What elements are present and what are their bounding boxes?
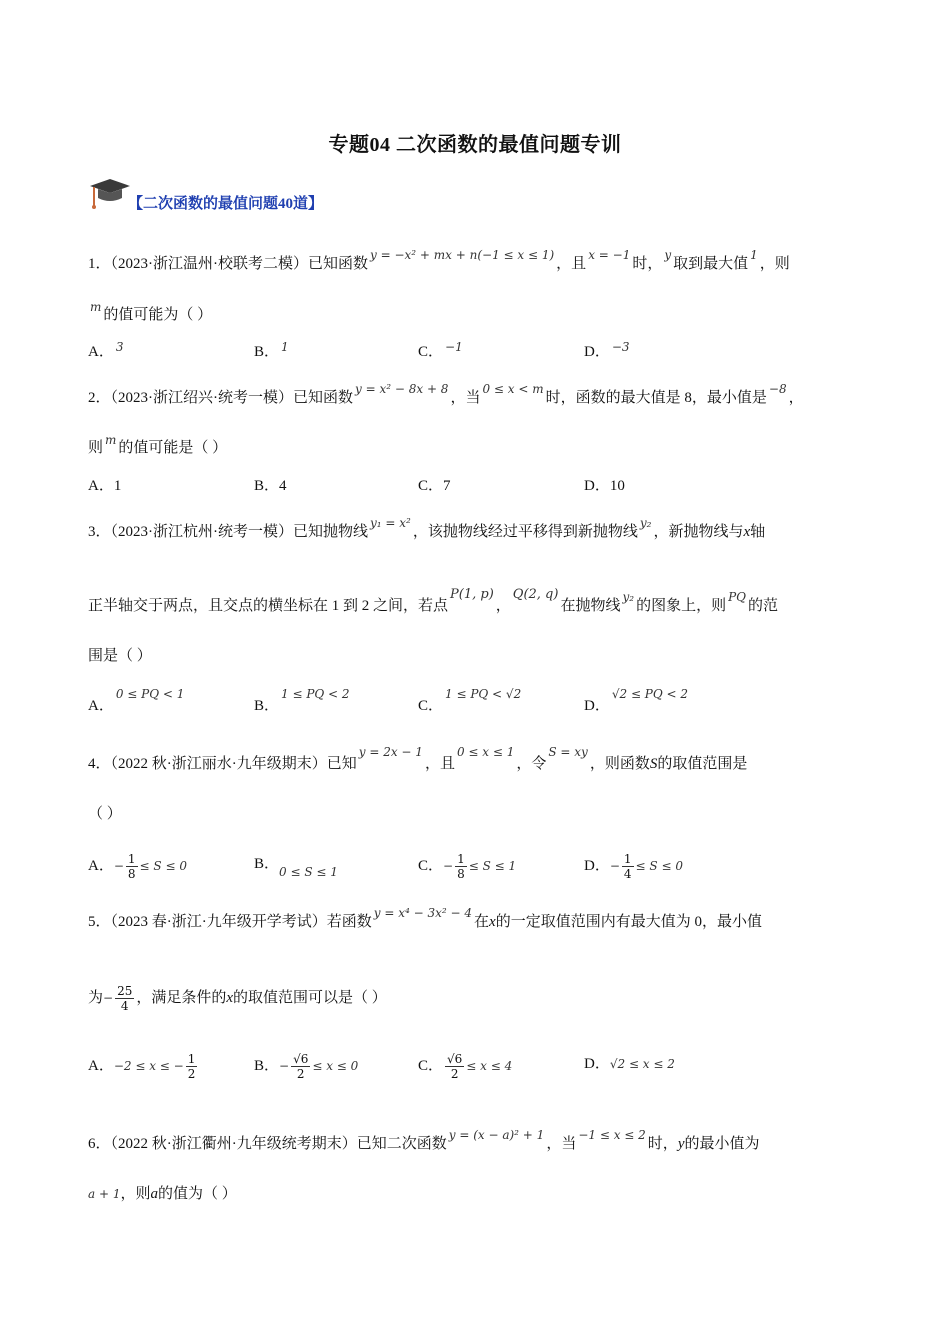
option-b [254, 1052, 358, 1081]
question-6-line-1 [88, 1128, 760, 1154]
text: 围是（ ） [88, 648, 152, 664]
text: 的值可能为（ ） [103, 307, 213, 323]
text: 为 [88, 990, 104, 1006]
math: −1 ≤ x ≤ 2 [578, 1128, 646, 1142]
option-value: 10 [609, 478, 625, 494]
option-d [584, 1052, 675, 1073]
question-3-source: 3．（2023·浙江杭州·统考一模）已知抛物线 [88, 524, 368, 540]
numerator: √6 [447, 1052, 463, 1066]
option-c [418, 340, 463, 361]
text: ，则 [120, 1186, 151, 1202]
math: ≤ x ≤ 4 [466, 1058, 513, 1073]
option-b [254, 852, 338, 879]
fraction [115, 984, 134, 1013]
question-1-function: y = −x² + mx + n(−1 ≤ x ≤ 1) [370, 248, 555, 262]
option-label: C． [418, 344, 444, 360]
option-label: A． [88, 344, 114, 360]
option-label: D． [584, 1056, 610, 1072]
math: x [743, 524, 751, 540]
text: 的一定取值范围内有最大值为 0，最小值 [495, 914, 762, 930]
option-value: 1 ≤ PQ < 2 [281, 687, 350, 701]
denominator: 4 [120, 999, 129, 1014]
section-heading: 【二次函数的最值问题40道】 [128, 196, 324, 212]
text: ，则函数 [589, 756, 650, 772]
fraction [126, 852, 138, 881]
option-b [254, 340, 289, 361]
option-a [88, 852, 187, 881]
math: y [664, 248, 672, 262]
question-2-function: y = x² − 8x + 8 [355, 382, 449, 396]
text: ，当 [546, 1136, 577, 1152]
option-label: B． [254, 1057, 280, 1074]
fraction [186, 1052, 198, 1081]
numerator: 1 [623, 852, 632, 866]
math: ≤ S ≤ 0 [139, 858, 187, 873]
option-label: A． [88, 857, 114, 874]
option-label: D． [584, 478, 610, 494]
math: P(1, p) [450, 587, 494, 602]
text: 取到最大值 [673, 256, 749, 272]
option-value: 7 [443, 478, 451, 494]
option-a [88, 474, 121, 495]
math: ≤ S ≤ 1 [468, 858, 517, 873]
math: −8 [768, 382, 787, 396]
text: 的范 [748, 598, 779, 614]
text: ，新抛物线与 [653, 524, 744, 540]
math: a + 1 [88, 1187, 121, 1201]
option-d [584, 340, 630, 361]
text: 轴 [750, 524, 766, 540]
math: PQ [728, 590, 746, 604]
option-c [418, 474, 451, 495]
question-2-source: 2．（2023·浙江绍兴·统考一模）已知函数 [88, 390, 353, 406]
math: − [103, 991, 114, 1005]
text: ，满足条件的 [136, 990, 227, 1006]
math: m [90, 300, 102, 314]
text: ，令 [516, 756, 547, 772]
text: ，当 [450, 390, 481, 406]
text: 时， [632, 256, 663, 272]
question-2-line-2 [88, 433, 228, 458]
math: √2 ≤ x ≤ 2 [609, 1057, 675, 1071]
text: 的图象上，则 [636, 598, 727, 614]
option-label: A． [88, 698, 114, 714]
numerator: 25 [117, 984, 133, 999]
option-b [254, 474, 287, 495]
text: 在抛物线 [560, 598, 621, 614]
text: ，该抛物线经过平移得到新抛物线 [412, 524, 638, 540]
option-value: 0 ≤ PQ < 1 [115, 687, 185, 701]
math: − [443, 858, 454, 873]
math: S [649, 756, 658, 772]
math: x = −1 [588, 248, 631, 262]
math: a [150, 1186, 158, 1202]
text: 则 [88, 440, 104, 456]
option-label: A． [88, 478, 114, 494]
question-1-source: 1．（2023·浙江温州·校联考二模）已知函数 [88, 256, 368, 272]
text: 的值可能是（ ） [118, 440, 228, 456]
text: ， [788, 390, 804, 406]
denominator: 8 [127, 867, 136, 881]
text: 的取值范围可以是（ ） [233, 990, 387, 1006]
question-5-source: 5．（2023 春·浙江·九年级开学考试）若函数 [88, 914, 372, 930]
math: ≤ S ≤ 0 [635, 858, 683, 873]
option-c [418, 852, 516, 881]
option-label: C． [418, 1057, 444, 1074]
question-6-source: 6．（2022 秋·浙江衢州·九年级统考期末）已知二次函数 [88, 1136, 447, 1152]
option-value: −1 [445, 340, 463, 354]
option-label: C． [418, 698, 444, 714]
fraction [445, 1052, 464, 1081]
math: x [489, 914, 496, 930]
math: S = xy [548, 745, 588, 759]
numerator: 1 [127, 852, 136, 866]
question-4-function: y = 2x − 1 [358, 745, 423, 759]
page-title: 专题04 二次函数的最值问题专训 [328, 134, 622, 156]
option-d [584, 474, 625, 495]
question-3-line-1 [88, 516, 766, 542]
option-c [418, 1052, 512, 1081]
denominator: 2 [296, 1067, 305, 1081]
text: 的最小值为 [684, 1136, 760, 1152]
math: y [677, 1136, 685, 1152]
math: 0 ≤ x < m [482, 382, 544, 396]
option-label: D． [584, 857, 610, 874]
option-value: 1 ≤ PQ < √2 [445, 687, 522, 701]
question-3-line-3 [88, 646, 152, 666]
question-6-function: y = (x − a)² + 1 [448, 1128, 545, 1142]
math: 1 [750, 248, 758, 262]
text: 的值为（ ） [158, 1186, 237, 1202]
math: y₂ [639, 516, 652, 530]
denominator: 2 [450, 1067, 459, 1081]
math: m [105, 433, 117, 447]
option-a [88, 1052, 199, 1081]
math: Q(2, q) [512, 587, 559, 602]
text: 时， [647, 1136, 678, 1152]
question-5-line-2 [88, 980, 387, 1016]
question-3-line-2 [88, 587, 779, 617]
numerator: 1 [187, 1052, 196, 1066]
question-1-line-2 [88, 300, 213, 325]
option-label: B． [254, 344, 280, 360]
denominator: 2 [187, 1067, 196, 1081]
math: 0 ≤ S ≤ 1 [279, 865, 338, 879]
question-2-line-1 [88, 382, 804, 408]
question-1-line-1 [88, 248, 790, 274]
option-label: D． [584, 698, 610, 714]
option-label: C． [418, 857, 444, 874]
fraction [622, 852, 634, 881]
text: ， [495, 598, 511, 614]
text: 在 [474, 914, 490, 930]
text: ，且 [424, 756, 455, 772]
text: ，且 [556, 256, 587, 272]
option-label: B． [254, 698, 280, 714]
option-value: 1 [113, 478, 122, 494]
question-4-line-2 [88, 804, 122, 824]
text: ，则 [759, 256, 790, 272]
fraction [291, 1052, 310, 1081]
math: −2 ≤ x ≤ − [113, 1058, 184, 1073]
numerator: 1 [457, 852, 465, 866]
option-a [88, 340, 123, 361]
denominator: 8 [457, 867, 465, 881]
graduation-cap-icon [88, 176, 132, 210]
question-5-line-1 [88, 906, 762, 932]
math: − [279, 1058, 290, 1073]
math: 0 ≤ x ≤ 1 [456, 745, 515, 759]
option-value: 1 [281, 340, 289, 354]
option-b [254, 687, 350, 715]
text: 的取值范围是 [657, 756, 748, 772]
question-6-line-2 [88, 1184, 237, 1204]
text: 正半轴交于两点，且交点的横坐标在 1 到 2 之间，若点 [88, 598, 449, 614]
option-value: −3 [611, 340, 630, 354]
option-value: 3 [115, 340, 124, 354]
option-value: √2 ≤ PQ < 2 [611, 687, 689, 701]
math: − [113, 858, 124, 873]
question-3-function: y₁ = x² [370, 516, 411, 530]
option-value: 4 [279, 478, 287, 494]
math: − [609, 858, 620, 873]
text: 时，函数的最大值是 8，最小值是 [545, 390, 767, 406]
option-label: B． [254, 478, 280, 494]
option-label: D． [584, 344, 610, 360]
fraction [455, 852, 467, 881]
option-label: A． [88, 1057, 114, 1074]
option-label: B． [254, 856, 280, 872]
math: x [226, 990, 234, 1006]
text: （ ） [88, 806, 122, 822]
numerator: √6 [293, 1052, 309, 1066]
option-label: C． [418, 478, 444, 494]
math: y₂ [622, 590, 635, 604]
math: ≤ x ≤ 0 [312, 1058, 359, 1073]
option-d [584, 852, 683, 881]
denominator: 4 [623, 867, 632, 881]
question-5-function: y = x⁴ − 3x² − 4 [373, 906, 473, 920]
question-4-source: 4．（2022 秋·浙江丽水·九年级期末）已知 [88, 756, 357, 772]
